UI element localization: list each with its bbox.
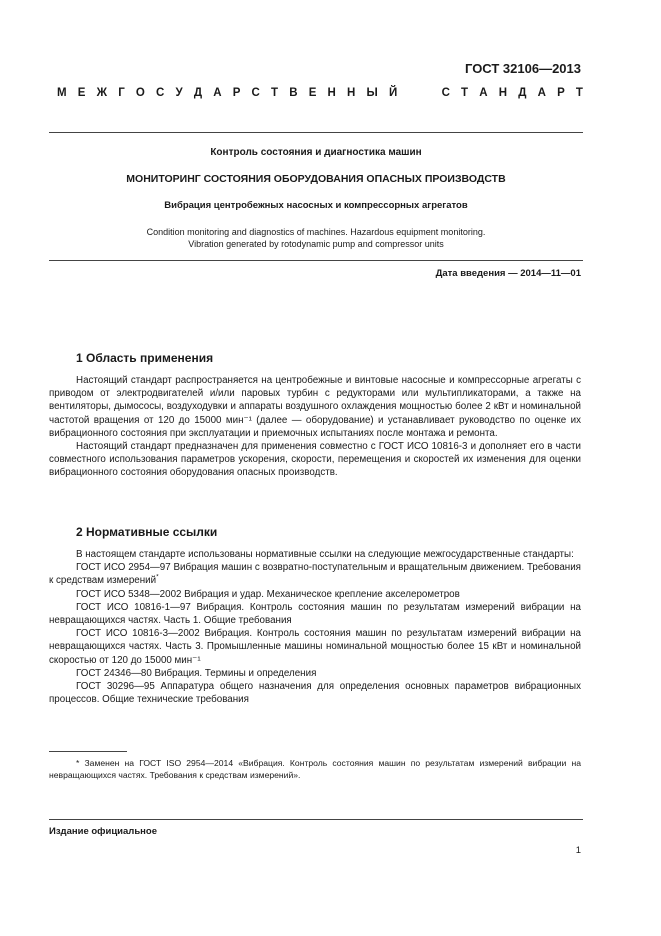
reference-text: ГОСТ ИСО 2954—97 Вибрация машин с возвратно-поступательным и вращательным движением. Требования к средствам измерений [49, 562, 581, 587]
reference-item: ГОСТ ИСО 10816-3—2002 Вибрация. Контроль состояния машин по результатам измерений вибрации на невращающихся частях. Часть 3. Промышленные машины номинальной мощностью более 15 кВт и номинальной скоростью от 120 до 15000 мин⁻¹ [49, 628, 581, 666]
english-title-line-1: Condition monitoring and diagnostics of machines. Hazardous equipment monitoring. [146, 227, 486, 237]
word-gap [408, 87, 430, 99]
reference-item [49, 561, 581, 587]
interstate-standard-heading [57, 87, 583, 99]
heading-letter: Н [498, 87, 508, 99]
section-1-paragraph-2: Настоящий стандарт предназначен для применения совместно с ГОСТ ИСО 10816-3 и дополняет его в части совместного использования параметров ускорения, скорости, перемещения и скоростей их изменения для оценки вибрационного состояния оборудования опасных производств. [49, 441, 581, 479]
heading-letter: Й [388, 87, 398, 99]
reference-item: ГОСТ 24346—80 Вибрация. Термины и определения [76, 667, 317, 679]
reference-item: ГОСТ ИСО 10816-1—97 Вибрация. Контроль состояния машин по результатам измерений вибрации на невращающихся частях. Часть 1. Общие требования [49, 601, 581, 627]
heading-letter: Т [461, 87, 469, 99]
standard-number: ГОСТ 32106—2013 [465, 61, 581, 76]
heading-letter: С [441, 87, 450, 99]
document-subtitle: Вибрация центробежных насосных и компрессорных агрегатов [164, 200, 468, 211]
footer-divider [49, 819, 583, 820]
footnote-divider [49, 751, 127, 752]
heading-letter: С [156, 87, 165, 99]
section-2-body [49, 548, 581, 706]
section-1-heading: 1 Область применения [76, 351, 214, 365]
reference-item: ГОСТ 30296—95 Аппаратура общего назначения для определения основных параметров вибрационных процессов. Общие технические требования [49, 681, 581, 706]
series-title: Контроль состояния и диагностика машин [210, 147, 422, 158]
official-edition-label: Издание официальное [49, 826, 157, 837]
heading-letter: Д [518, 87, 527, 99]
footnote: * Заменен на ГОСТ ISO 2954—2014 «Вибрация. Контроль состояния машин по результатам измерений вибрации на невращающихся частях. Требования к средствам измерений». [49, 758, 581, 780]
english-title-line-2: Vibration generated by rotodynamic pump and compressor units [188, 239, 444, 249]
section-1-body [49, 374, 581, 480]
heading-letter: Т [271, 87, 279, 99]
section-2-heading: 2 Нормативные ссылки [76, 525, 218, 539]
heading-letter: А [479, 87, 488, 99]
heading-letter: Е [308, 87, 317, 99]
english-title [49, 226, 583, 250]
heading-letter: Н [347, 87, 356, 99]
title-divider [49, 260, 583, 261]
heading-letter: Ж [96, 87, 108, 99]
heading-letter: А [213, 87, 222, 99]
heading-letter: Т [575, 87, 583, 99]
heading-letter: Д [193, 87, 203, 99]
heading-letter: У [175, 87, 183, 99]
heading-letter: Р [232, 87, 241, 99]
heading-letter: Е [77, 87, 86, 99]
heading-letter: Г [118, 87, 125, 99]
reference-item: ГОСТ ИСО 5348—2002 Вибрация и удар. Механическое крепление акселерометров [76, 588, 460, 600]
introduction-date: Дата введения — 2014—11—01 [435, 268, 581, 279]
document-title: МОНИТОРИНГ СОСТОЯНИЯ ОБОРУДОВАНИЯ ОПАСНЫХ ПРОИЗВОДСТВ [126, 173, 506, 185]
heading-letter: С [251, 87, 260, 99]
section-1-paragraph-1: Настоящий стандарт распространяется на центробежные и винтовые насосные и компрессорные агрегаты с приводом от электродвигателей и/или паровых турбин с редукторами или мультипликаторами, а также на вентиляторы, дымососы, воздуходувки и аппараты воздушного охлаждения мощностью более 2 кВт и номинальной частотой вращения от 120 до 15000 мин⁻¹ (далее — оборудование) и устанавливает руководство по оценке их вибрационного состояния при эксплуатации и приемочных испытаниях после монтажа и ремонта. [49, 375, 581, 439]
page-number: 1 [575, 845, 581, 856]
footnote-marker[interactable]: * [156, 574, 159, 582]
heading-letter: В [289, 87, 298, 99]
section-2-intro: В настоящем стандарте использованы нормативные ссылки на следующие межгосударственные стандарты: [76, 549, 574, 560]
heading-letter: Р [557, 87, 565, 99]
heading-letter: Н [327, 87, 336, 99]
header-divider [49, 132, 583, 133]
heading-letter: М [57, 87, 67, 99]
heading-letter: А [537, 87, 546, 99]
heading-letter: Ы [366, 87, 378, 99]
heading-letter: О [135, 87, 145, 99]
